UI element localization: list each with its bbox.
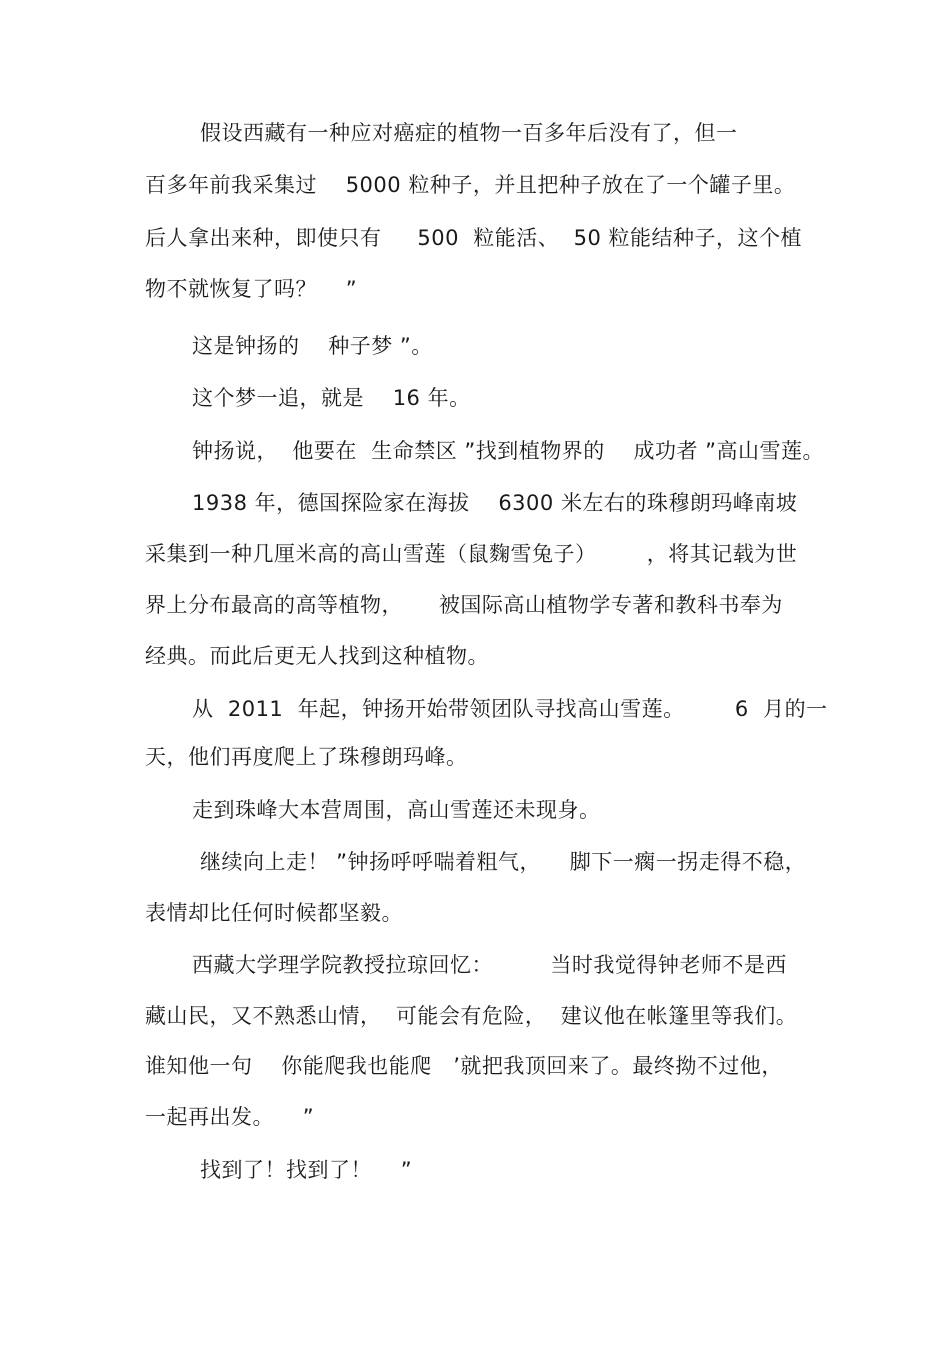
text-line: 1938 年，德国探险家在海拔 6300 米左右的珠穆朗玛峰南坡 xyxy=(192,491,798,515)
text-line: 采集到一种几厘米高的高山雪莲（鼠麴雪兔子） ，将其记载为世 xyxy=(145,542,798,566)
text-line: 天，他们再度爬上了珠穆朗玛峰。 xyxy=(145,745,468,769)
text-line: 表情却比任何时候都坚毅。 xyxy=(145,901,403,925)
text-line: 这是钟扬的 种子梦 ”。 xyxy=(192,334,433,358)
text-line: 走到珠峰大本营周围，高山雪莲还未现身。 xyxy=(192,798,601,822)
text-line: 界上分布最高的高等植物， 被国际高山植物学专著和教科书奉为 xyxy=(145,593,783,617)
text-line: 找到了！找到了！ ” xyxy=(200,1158,413,1182)
text-line: 谁知他一句 你能爬我也能爬 ’就把我顶回来了。最终拗不过他， xyxy=(145,1054,783,1078)
text-line: 继续向上走！ ”钟扬呼呼喘着粗气， 脚下一瘸一拐走得不稳， xyxy=(200,850,807,874)
text-line: 一起再出发。 ” xyxy=(145,1105,315,1129)
text-line: 后人拿出来种，即使只有 500 粒能活、 50 粒能结种子，这个植 xyxy=(145,226,803,250)
text-line: 藏山民，又不熟悉山情， 可能会有危险， 建议他在帐篷里等我们。 xyxy=(145,1004,798,1028)
text-line: 这个梦一追，就是 16 年。 xyxy=(192,386,471,410)
text-line: 从 2011 年起，钟扬开始带领团队寻找高山雪莲。 6 月的一 xyxy=(192,697,828,721)
text-line: 物不就恢复了吗？ ” xyxy=(145,277,358,301)
text-line: 百多年前我采集过 5000 粒种子，并且把种子放在了一个罐子里。 xyxy=(145,173,796,197)
text-line: 假设西藏有一种应对癌症的植物一百多年后没有了，但一 xyxy=(200,121,738,145)
text-line: 经典。而此后更无人找到这种植物。 xyxy=(145,644,489,668)
text-line: 钟扬说， 他要在 生命禁区 ”找到植物界的 成功者 ”高山雪莲。 xyxy=(192,439,825,463)
text-line: 西藏大学理学院教授拉琼回忆： 当时我觉得钟老师不是西 xyxy=(192,953,787,977)
